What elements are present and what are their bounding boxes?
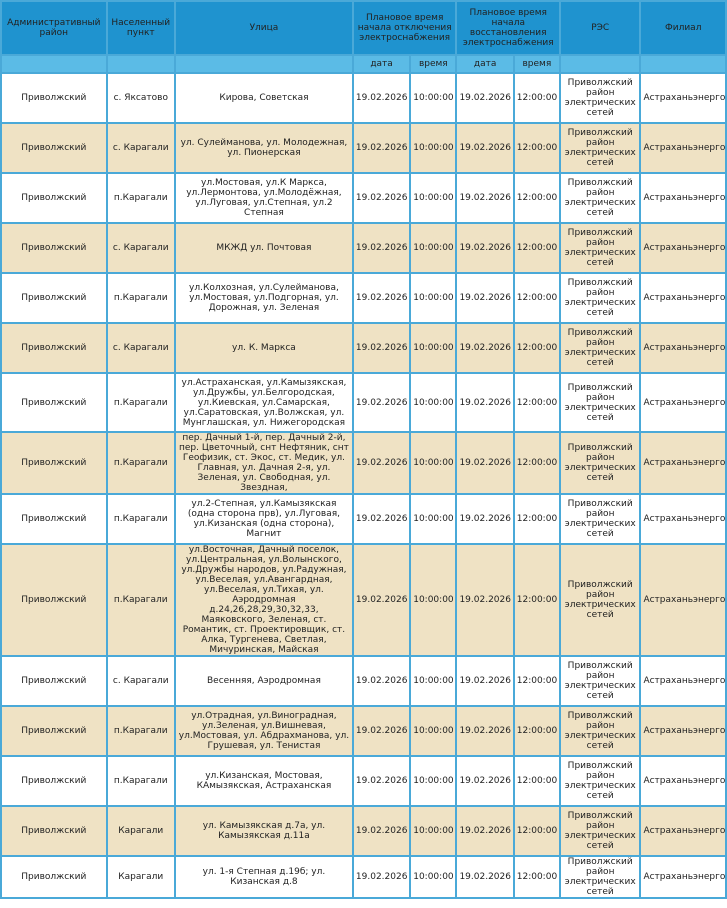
table-row xyxy=(2,374,725,431)
district-cell: Приволжский xyxy=(2,807,106,855)
on-time-cell: 12:00:00 xyxy=(515,74,559,122)
off-date-cell: 19.02.2026 xyxy=(354,124,409,172)
on-time-cell: 12:00:00 xyxy=(515,495,559,543)
on-time-cell: 12:00:00 xyxy=(515,757,559,805)
table-row xyxy=(2,274,725,322)
on-time-cell: 12:00:00 xyxy=(515,545,559,655)
branch-cell: Астраханьэнерго xyxy=(641,74,725,122)
subheader-row xyxy=(2,56,725,72)
off-date-cell: 19.02.2026 xyxy=(354,74,409,122)
res-cell: Приволжский район электрических сетей xyxy=(561,174,639,222)
res-cell: Приволжский район электрических сетей xyxy=(561,707,639,755)
off-time-cell: 10:00:00 xyxy=(411,707,455,755)
off-time-cell: 10:00:00 xyxy=(411,857,455,897)
off-date-cell: 19.02.2026 xyxy=(354,324,409,372)
locality-cell: с. Карагали xyxy=(108,324,174,372)
locality-cell: Карагали xyxy=(108,857,174,897)
subheader-blank xyxy=(2,56,106,72)
res-cell: Приволжский район электрических сетей xyxy=(561,807,639,855)
on-time-cell: 12:00:00 xyxy=(515,857,559,897)
subheader-blank xyxy=(641,56,725,72)
on-date-cell: 19.02.2026 xyxy=(457,74,512,122)
district-cell: Приволжский xyxy=(2,224,106,272)
on-date-cell: 19.02.2026 xyxy=(457,807,512,855)
table-row xyxy=(2,857,725,897)
on-date-cell: 19.02.2026 xyxy=(457,433,512,493)
locality-cell: с. Карагали xyxy=(108,224,174,272)
branch-cell: Астраханьэнерго xyxy=(641,495,725,543)
locality-cell: п.Карагали xyxy=(108,707,174,755)
on-time-cell: 12:00:00 xyxy=(515,374,559,431)
branch-cell: Астраханьэнерго xyxy=(641,545,725,655)
on-time-cell: 12:00:00 xyxy=(515,124,559,172)
res-cell: Приволжский район электрических сетей xyxy=(561,74,639,122)
street-cell: ул. Камызякская д.7а, ул. Камызякская д.11а xyxy=(176,807,352,855)
street-cell: ул. 1-я Степная д.19б; ул. Кизанская д.8 xyxy=(176,857,352,897)
table-row xyxy=(2,433,725,493)
subheader-blank xyxy=(561,56,639,72)
branch-cell: Астраханьэнерго xyxy=(641,807,725,855)
on-date-cell: 19.02.2026 xyxy=(457,324,512,372)
district-cell: Приволжский xyxy=(2,707,106,755)
locality-cell: п.Карагали xyxy=(108,374,174,431)
table-row xyxy=(2,707,725,755)
on-time-cell: 12:00:00 xyxy=(515,174,559,222)
locality-cell: п.Карагали xyxy=(108,433,174,493)
off-date-cell: 19.02.2026 xyxy=(354,657,409,705)
on-time-cell: 12:00:00 xyxy=(515,657,559,705)
res-cell: Приволжский район электрических сетей xyxy=(561,433,639,493)
header-off-time: Плановое время начала отключения электроснабжения xyxy=(354,2,456,54)
district-cell: Приволжский xyxy=(2,324,106,372)
table-row xyxy=(2,757,725,805)
street-cell: ул.Восточная, Дачный поселок, ул.Центральная, ул.Волынского, ул.Дружбы народов, ул.Радужная, ул.Веселая, ул.Авангардная, ул.Веселая, ул.Тихая, ул. Аэродромная д.24,26,28,29,30,32,33, Маяковского, Зеленая, ст. Романтик, ст. Проектировщик, ст. Алка, Тургенева, Светлая, Мичуринская, Майская xyxy=(176,545,352,655)
off-time-cell: 10:00:00 xyxy=(411,274,455,322)
header-street: Улица xyxy=(176,2,352,54)
locality-cell: п.Карагали xyxy=(108,757,174,805)
street-cell: ул.Астраханская, ул.Камызякская, ул.Дружбы, ул.Белгородская, ул.Киевская, ул.Самарская, ул.Саратовская, ул.Волжская, ул. Мунглашская, ул. Нижегородская xyxy=(176,374,352,431)
on-date-cell: 19.02.2026 xyxy=(457,545,512,655)
district-cell: Приволжский xyxy=(2,495,106,543)
off-time-cell: 10:00:00 xyxy=(411,545,455,655)
on-date-cell: 19.02.2026 xyxy=(457,274,512,322)
branch-cell: Астраханьэнерго xyxy=(641,757,725,805)
locality-cell: п.Карагали xyxy=(108,274,174,322)
off-date-cell: 19.02.2026 xyxy=(354,224,409,272)
on-date-cell: 19.02.2026 xyxy=(457,224,512,272)
locality-cell: п.Карагали xyxy=(108,545,174,655)
street-cell: ул. Сулейманова, ул. Молодежная, ул. Пионерская xyxy=(176,124,352,172)
locality-cell: с. Карагали xyxy=(108,657,174,705)
on-time-cell: 12:00:00 xyxy=(515,274,559,322)
street-cell: пер. Дачный 1-й, пер. Дачный 2-й, пер. Цветочный, снт Нефтяник, снт Геофизик, ст. Экос, ст. Медик, ул. Главная, ул. Дачная 2-я, ул. Зеленая, ул. Свободная, ул. Звездная, xyxy=(176,433,352,493)
district-cell: Приволжский xyxy=(2,757,106,805)
off-time-cell: 10:00:00 xyxy=(411,174,455,222)
street-cell: ул. К. Маркса xyxy=(176,324,352,372)
off-time-cell: 10:00:00 xyxy=(411,433,455,493)
branch-cell: Астраханьэнерго xyxy=(641,433,725,493)
on-time-cell: 12:00:00 xyxy=(515,324,559,372)
table-row xyxy=(2,545,725,655)
off-date-cell: 19.02.2026 xyxy=(354,433,409,493)
off-date-cell: 19.02.2026 xyxy=(354,857,409,897)
table-row xyxy=(2,657,725,705)
off-date-cell: 19.02.2026 xyxy=(354,807,409,855)
district-cell: Приволжский xyxy=(2,433,106,493)
header-restore-time: Плановое время начала восстановления электроснабжения xyxy=(457,2,559,54)
branch-cell: Астраханьэнерго xyxy=(641,174,725,222)
table-row xyxy=(2,324,725,372)
header-locality: Населенный пункт xyxy=(108,2,174,54)
res-cell: Приволжский район электрических сетей xyxy=(561,495,639,543)
locality-cell: п.Карагали xyxy=(108,174,174,222)
off-date-cell: 19.02.2026 xyxy=(354,707,409,755)
off-date-cell: 19.02.2026 xyxy=(354,757,409,805)
district-cell: Приволжский xyxy=(2,74,106,122)
street-cell: Кирова, Советская xyxy=(176,74,352,122)
on-date-cell: 19.02.2026 xyxy=(457,857,512,897)
on-date-cell: 19.02.2026 xyxy=(457,495,512,543)
street-cell: ул.Отрадная, ул.Виноградная, ул.Зеленая, ул.Вишневая, ул.Мостовая, ул. Абдрахманова, ул. Грушевая, ул. Тенистая xyxy=(176,707,352,755)
branch-cell: Астраханьэнерго xyxy=(641,707,725,755)
subheader-blank xyxy=(108,56,174,72)
res-cell: Приволжский район электрических сетей xyxy=(561,324,639,372)
subheader-off-time: время xyxy=(411,56,455,72)
res-cell: Приволжский район электрических сетей xyxy=(561,224,639,272)
subheader-on-date: дата xyxy=(457,56,512,72)
street-cell: ул.2-Степная, ул.Камызякская (одна сторона прв), ул.Луговая, ул.Кизанская (одна сторона), Магнит xyxy=(176,495,352,543)
off-time-cell: 10:00:00 xyxy=(411,374,455,431)
branch-cell: Астраханьэнерго xyxy=(641,274,725,322)
branch-cell: Астраханьэнерго xyxy=(641,324,725,372)
off-time-cell: 10:00:00 xyxy=(411,657,455,705)
on-date-cell: 19.02.2026 xyxy=(457,374,512,431)
off-date-cell: 19.02.2026 xyxy=(354,545,409,655)
on-date-cell: 19.02.2026 xyxy=(457,124,512,172)
off-date-cell: 19.02.2026 xyxy=(354,495,409,543)
branch-cell: Астраханьэнерго xyxy=(641,374,725,431)
branch-cell: Астраханьэнерго xyxy=(641,224,725,272)
district-cell: Приволжский xyxy=(2,545,106,655)
street-cell: ул.Кизанская, Мостовая, КАмызякская, Астраханская xyxy=(176,757,352,805)
on-date-cell: 19.02.2026 xyxy=(457,174,512,222)
header-res: РЭС xyxy=(561,2,639,54)
header-row xyxy=(2,2,725,54)
off-time-cell: 10:00:00 xyxy=(411,807,455,855)
on-time-cell: 12:00:00 xyxy=(515,707,559,755)
subheader-blank xyxy=(176,56,352,72)
table-row xyxy=(2,124,725,172)
district-cell: Приволжский xyxy=(2,274,106,322)
locality-cell: п.Карагали xyxy=(108,495,174,543)
header-district: Административный район xyxy=(2,2,106,54)
table-row xyxy=(2,174,725,222)
district-cell: Приволжский xyxy=(2,374,106,431)
res-cell: Приволжский район электрических сетей xyxy=(561,545,639,655)
res-cell: Приволжский район электрических сетей xyxy=(561,857,639,897)
street-cell: ул.Мостовая, ул.К Маркса, ул.Лермонтова, ул.Молодёжная, ул.Луговая, ул.Степная, ул.2 Степная xyxy=(176,174,352,222)
header-branch: Филиал xyxy=(641,2,725,54)
locality-cell: Карагали xyxy=(108,807,174,855)
off-date-cell: 19.02.2026 xyxy=(354,274,409,322)
branch-cell: Астраханьэнерго xyxy=(641,857,725,897)
street-cell: МКЖД ул. Почтовая xyxy=(176,224,352,272)
off-time-cell: 10:00:00 xyxy=(411,224,455,272)
table-row xyxy=(2,74,725,122)
off-date-cell: 19.02.2026 xyxy=(354,174,409,222)
street-cell: Весенняя, Аэродромная xyxy=(176,657,352,705)
on-time-cell: 12:00:00 xyxy=(515,224,559,272)
branch-cell: Астраханьэнерго xyxy=(641,124,725,172)
table-row xyxy=(2,224,725,272)
off-time-cell: 10:00:00 xyxy=(411,74,455,122)
subheader-off-date: дата xyxy=(354,56,409,72)
off-time-cell: 10:00:00 xyxy=(411,324,455,372)
off-time-cell: 10:00:00 xyxy=(411,757,455,805)
locality-cell: с. Карагали xyxy=(108,124,174,172)
on-date-cell: 19.02.2026 xyxy=(457,757,512,805)
off-date-cell: 19.02.2026 xyxy=(354,374,409,431)
locality-cell: с. Яксатово xyxy=(108,74,174,122)
district-cell: Приволжский xyxy=(2,174,106,222)
on-date-cell: 19.02.2026 xyxy=(457,707,512,755)
off-time-cell: 10:00:00 xyxy=(411,124,455,172)
res-cell: Приволжский район электрических сетей xyxy=(561,274,639,322)
district-cell: Приволжский xyxy=(2,124,106,172)
res-cell: Приволжский район электрических сетей xyxy=(561,757,639,805)
on-date-cell: 19.02.2026 xyxy=(457,657,512,705)
res-cell: Приволжский район электрических сетей xyxy=(561,657,639,705)
street-cell: ул.Колхозная, ул.Сулейманова, ул.Мостовая, ул.Подгорная, ул. Дорожная, ул. Зеленая xyxy=(176,274,352,322)
branch-cell: Астраханьэнерго xyxy=(641,657,725,705)
table-row xyxy=(2,495,725,543)
res-cell: Приволжский район электрических сетей xyxy=(561,374,639,431)
on-time-cell: 12:00:00 xyxy=(515,433,559,493)
district-cell: Приволжский xyxy=(2,857,106,897)
table-row xyxy=(2,807,725,855)
on-time-cell: 12:00:00 xyxy=(515,807,559,855)
off-time-cell: 10:00:00 xyxy=(411,495,455,543)
district-cell: Приволжский xyxy=(2,657,106,705)
subheader-on-time: время xyxy=(515,56,559,72)
res-cell: Приволжский район электрических сетей xyxy=(561,124,639,172)
